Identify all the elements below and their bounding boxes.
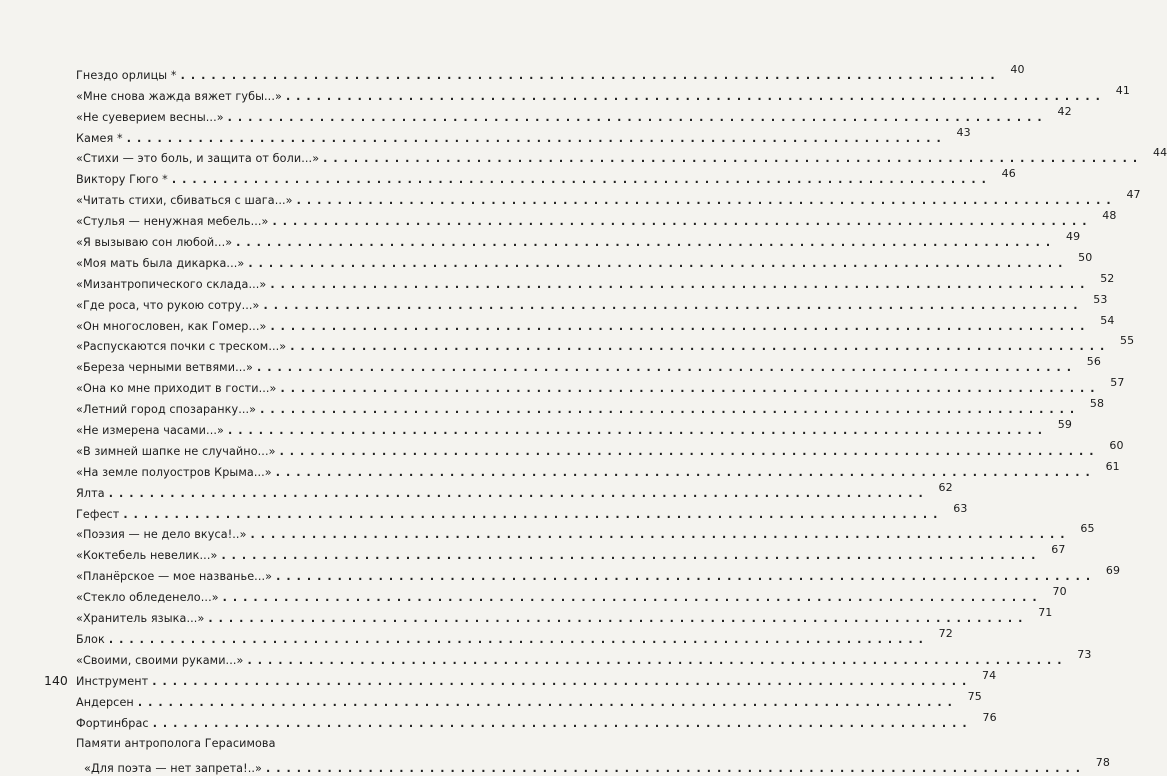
dot-leader: ................................................................................ — [126, 131, 947, 145]
toc-entry-title: Андерсен — [76, 695, 134, 709]
toc-entry-title: «Читать стихи, сбиваться с шага...» — [76, 194, 293, 208]
toc-entry — [76, 166, 1016, 187]
toc-entry-page: 49 — [1065, 230, 1081, 244]
toc-entry-title: «Береза черными ветвями...» — [76, 361, 253, 375]
toc-entry-page: 54 — [1100, 313, 1115, 327]
toc-entry-title: «Стекло обледенело...» — [76, 591, 219, 605]
table-of-contents — [76, 62, 1167, 776]
toc-entry-page: 75 — [967, 689, 982, 703]
toc-entry-page: 42 — [1057, 104, 1072, 118]
toc-entry-title: «В зимней шапке не случайно...» — [76, 444, 276, 458]
toc-entry-page: 53 — [1093, 292, 1108, 306]
toc-entry-title: «Я вызываю сон любой...» — [76, 236, 233, 250]
toc-entry-page: 74 — [982, 668, 997, 682]
dot-leader: ................................................................................ — [260, 403, 1081, 417]
toc-entry — [76, 125, 971, 146]
toc-entry-page: 67 — [1051, 543, 1066, 557]
toc-entry — [76, 501, 968, 522]
toc-entry-title: «Он многословен, как Гомер...» — [76, 319, 267, 333]
toc-entry-page: 41 — [1115, 83, 1130, 97]
toc-entry-title: Блок — [76, 632, 105, 646]
toc-entry — [76, 731, 472, 752]
dot-leader: ................................................................................ — [222, 591, 1043, 605]
toc-entry-title: Гефест — [76, 507, 120, 521]
toc-entry — [76, 104, 1072, 125]
toc-entry-page: 55 — [1120, 334, 1135, 348]
dot-leader: ................................................................................ — [280, 382, 1101, 396]
toc-entry-page: 60 — [1109, 438, 1124, 452]
toc-entry-page: 59 — [1057, 418, 1072, 432]
toc-entry-page: 71 — [1038, 606, 1053, 620]
dot-leader: ................................................................................ — [171, 173, 992, 187]
toc-entry — [76, 229, 1081, 250]
toc-entry — [76, 313, 1115, 334]
toc-entry-page: 46 — [1001, 167, 1016, 181]
toc-entry — [76, 83, 1130, 104]
toc-entry — [76, 62, 1025, 83]
toc-entry-title: «Моя мать была дикарка...» — [76, 256, 245, 270]
toc-entry-page: 69 — [1105, 564, 1121, 578]
dot-leader: ................................................................................ — [152, 716, 973, 730]
toc-entry — [76, 584, 1067, 605]
toc-entry-title: «Коктебель невелик...» — [76, 549, 218, 563]
dot-leader: ................................................................................ — [250, 528, 1071, 542]
toc-entry — [76, 271, 1115, 292]
toc-entry — [76, 522, 1095, 543]
dot-leader: ................................................................................ — [108, 632, 929, 646]
toc-entry-title: «Своими, своими руками...» — [76, 653, 244, 667]
toc-entry-title: «Летний город спозаранку...» — [76, 403, 257, 417]
toc-entry-title: Виктору Гюго * — [76, 173, 168, 187]
dot-leader: ................................................................................ — [208, 612, 1029, 626]
dot-leader: ................................................................................ — [270, 277, 1091, 291]
toc-entry — [76, 480, 953, 501]
toc-entry — [76, 689, 982, 710]
toc-entry-title: «Не суеверием весны...» — [76, 110, 224, 124]
toc-entry-title: «На земле полуостров Крыма...» — [76, 465, 272, 479]
toc-entry-page: 43 — [956, 125, 971, 139]
toc-entry — [76, 438, 1124, 459]
toc-entry-page: 50 — [1078, 250, 1093, 264]
toc-entry — [76, 647, 1092, 668]
dot-leader: ................................................................................ — [296, 194, 1117, 208]
toc-entry-page: 61 — [1105, 459, 1120, 473]
toc-entry — [76, 417, 1072, 438]
dot-leader: ................................................................................ — [227, 424, 1048, 438]
dot-leader: ................................................................................ — [265, 762, 1086, 776]
dot-leader: ................................................................................ — [247, 653, 1068, 667]
dot-leader: ................................................................................ — [221, 549, 1042, 563]
toc-entry-page: 58 — [1089, 397, 1105, 411]
toc-entry-title: «Для поэта — нет запрета!..» — [84, 762, 262, 776]
toc-entry-title: Ялта — [76, 486, 105, 500]
toc-entry-page: 44 — [1152, 146, 1167, 160]
toc-entry-page: 57 — [1110, 376, 1125, 390]
toc-entry-page: 40 — [1010, 62, 1025, 76]
dot-leader: ................................................................................ — [263, 298, 1084, 312]
toc-entry-title: Инструмент — [76, 674, 149, 688]
dot-leader: ................................................................................ — [323, 152, 1144, 166]
toc-entry — [76, 146, 1167, 167]
toc-entry — [76, 208, 1117, 229]
toc-entry-title: «Планёрское — мое названье...» — [76, 570, 273, 584]
dot-leader: ................................................................................ — [248, 256, 1069, 270]
dot-leader: ................................................................................ — [275, 465, 1096, 479]
toc-entry — [76, 626, 953, 647]
toc-entry-title: Камея * — [76, 131, 123, 145]
toc-entry — [76, 755, 1110, 776]
toc-entry-title: «Мизантропического склада...» — [76, 277, 267, 291]
toc-entry-title: «Поэзия — не дело вкуса!..» — [76, 528, 247, 542]
toc-entry-title: Гнездо орлицы * — [76, 68, 177, 82]
toc-entry — [76, 250, 1093, 271]
toc-entry-title: «Мне снова жажда вяжет губы...» — [76, 89, 282, 103]
toc-entry-title: «Она ко мне приходит в гости...» — [76, 382, 277, 396]
toc-entry — [76, 187, 1141, 208]
toc-entry — [76, 459, 1120, 480]
toc-entry-title: «Стихи — это боль, и защита от боли...» — [76, 152, 320, 166]
toc-entry — [76, 710, 997, 731]
page-number: 140 — [44, 673, 68, 688]
toc-entry-title: «Не измерена часами...» — [76, 424, 224, 438]
dot-leader: ................................................................................ — [276, 570, 1097, 584]
toc-entry-page: 73 — [1077, 647, 1092, 661]
toc-entry — [76, 605, 1053, 626]
toc-entry-page: 62 — [938, 480, 953, 494]
dot-leader: ................................................................................ — [152, 674, 973, 688]
toc-entry-page: 65 — [1080, 522, 1095, 536]
toc-entry — [76, 354, 1101, 375]
toc-entry-title: Памяти антрополога Герасимова — [76, 737, 276, 751]
toc-entry-page: 48 — [1102, 209, 1117, 223]
toc-entry — [76, 334, 1135, 355]
dot-leader: ................................................................................ — [257, 361, 1077, 375]
toc-entry — [76, 668, 997, 689]
toc-entry — [76, 292, 1108, 313]
dot-leader: ................................................................................ — [137, 695, 958, 709]
toc-entry — [76, 375, 1125, 396]
toc-entry-title: Фортинбрас — [76, 716, 149, 730]
toc-entry-page: 56 — [1086, 355, 1101, 369]
dot-leader: ................................................................................ — [272, 215, 1093, 229]
dot-leader: ................................................................................ — [290, 340, 1111, 354]
dot-leader: ................................................................................ — [236, 236, 1057, 250]
dot-leader: ................................................................................ — [279, 444, 1100, 458]
dot-leader: ................................................................................ — [123, 507, 944, 521]
toc-entry-title: «Хранитель языка...» — [76, 612, 205, 626]
toc-entry-page: 63 — [953, 501, 968, 515]
toc-entry — [76, 542, 1066, 563]
toc-entry-page: 47 — [1126, 188, 1141, 202]
dot-leader: ................................................................................ — [285, 89, 1106, 103]
toc-entry — [76, 563, 1121, 584]
toc-entry-title: «Где роса, что рукою сотру...» — [76, 298, 260, 312]
dot-leader: ................................................................................ — [270, 319, 1091, 333]
dot-leader: ................................................................................ — [180, 68, 1001, 82]
toc-entry-page: 52 — [1100, 271, 1115, 285]
toc-entry-page: 72 — [938, 626, 953, 640]
toc-entry-title: «Стулья — ненужная мебель...» — [76, 215, 269, 229]
toc-entry-page: 70 — [1052, 585, 1067, 599]
toc-entry-page: 76 — [982, 710, 997, 724]
toc-entry-page: 78 — [1095, 756, 1110, 770]
toc-entry-title: «Распускаются почки с треском...» — [76, 340, 287, 354]
dot-leader: ................................................................................ — [108, 486, 929, 500]
toc-entry — [76, 396, 1105, 417]
dot-leader: ................................................................................ — [227, 110, 1048, 124]
